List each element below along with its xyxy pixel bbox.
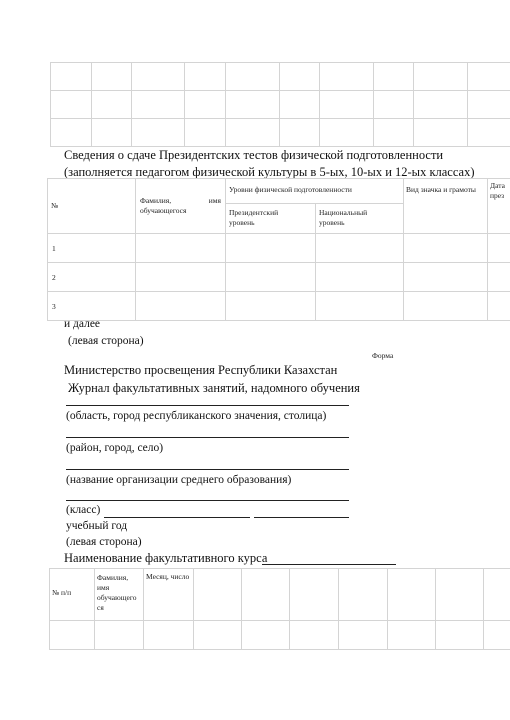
journal-col-name-d: ся [97,603,104,612]
district-blank-line [66,437,349,438]
col-presidential-level-header [226,204,316,234]
table-row [48,263,510,292]
year-blank-line [254,517,349,518]
form-label: Форма [372,351,394,360]
class-blank-line [104,517,250,518]
and-further-text: и далее [64,318,101,330]
col-levels-header [226,179,404,204]
row-number: 2 [52,273,56,282]
district-hint: (район, город, село) [66,442,164,454]
col-number-label: № [51,201,59,210]
course-name-label: Наименование факультативного курса [64,551,268,565]
journal-col-number-label: № п/п [52,588,72,597]
journal-title: Журнал факультативных занятий, надомного обучения [68,381,360,395]
journal-col-name-header [95,569,144,621]
section-title: Сведения о сдаче Президентских тестов физической подготовленности [64,148,444,162]
journal-col-name-b: имя [97,583,110,592]
presidential-tests-table [47,178,510,321]
table-row [50,621,510,650]
region-blank-line [66,405,349,406]
org-hint: (название организации среднего образования) [66,474,292,486]
col-name-header [136,179,226,234]
col-name-label-c: обучающегося [140,206,187,215]
col-badge-header [404,179,488,234]
left-side-note-2: (левая сторона) [66,536,142,548]
journal-col-date-header [144,569,194,621]
class-top-blank-line [66,500,349,501]
journal-col-name-a: Фамилия, [97,573,129,582]
class-label: (класс) [66,504,101,516]
table-row [48,234,510,263]
journal-col-date-label: Месяц, число [146,572,190,581]
col-pres-level-label-a: Президентский [229,208,279,217]
col-date-label-b: през [490,191,505,200]
col-nat-level-label-a: Национальный [319,208,368,217]
col-name-label-b: имя [208,196,221,205]
row-number: 3 [52,302,56,311]
section-subtitle: (заполняется педагогом физической культуры в 5-ых, 10-ых и 12-ых классах) [64,165,475,179]
col-number-header [48,179,136,234]
course-blank-line [262,564,396,565]
left-side-note-1: (левая сторона) [68,335,144,347]
col-date-header [488,179,510,234]
col-badge-label: Вид значка и грамоты [406,185,476,194]
region-hint: (область, город республиканского значения, столица) [66,410,327,422]
table-row [48,292,510,321]
org-blank-line [66,469,349,470]
col-nat-level-label-b: уровень [319,218,345,227]
ministry-name: Министерство просвещения Республики Казахстан [64,363,338,377]
col-national-level-header [316,204,404,234]
top-empty-grid [50,62,510,147]
journal-col-name-c: обучающего [97,593,137,602]
col-pres-level-label-b: уровень [229,218,255,227]
journal-col-number-header [50,569,95,621]
col-name-label-a: Фамилия, [140,196,172,205]
col-levels-label: Уровни физической подготовленности [229,185,352,194]
journal-table [49,568,510,650]
col-date-label-a: Дата [490,181,505,190]
school-year-label: учебный год [66,520,128,532]
row-number: 1 [52,244,56,253]
